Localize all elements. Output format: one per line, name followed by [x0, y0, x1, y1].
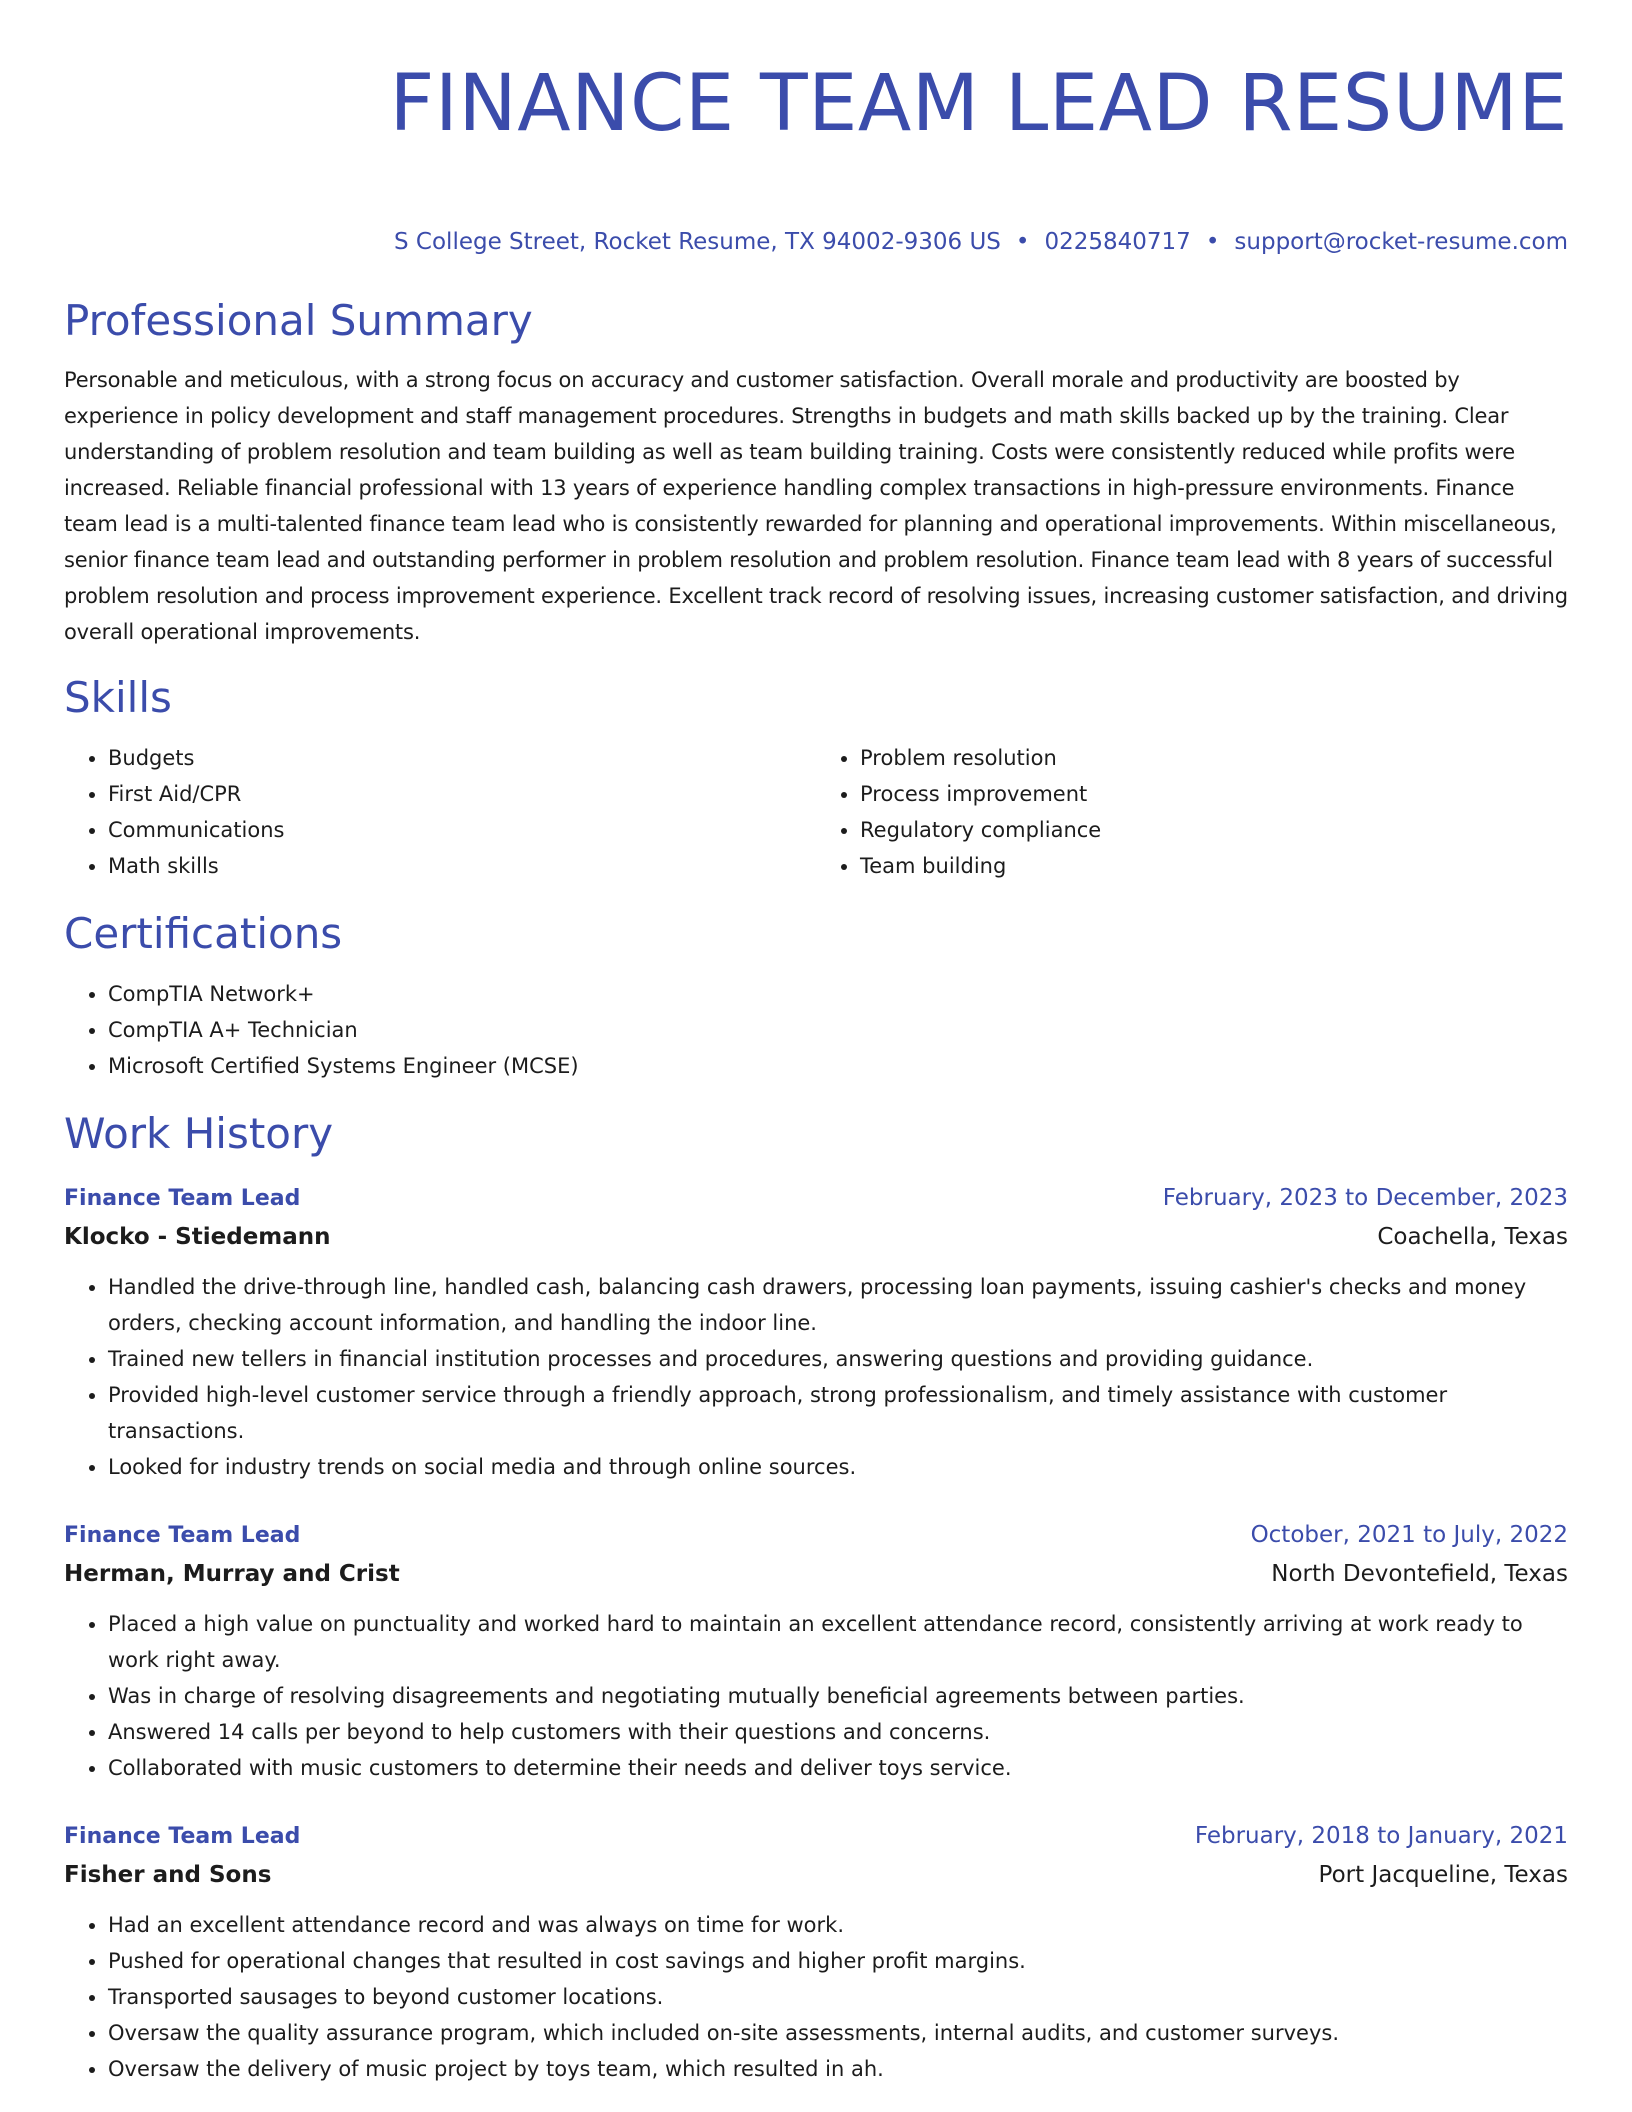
resume-title: FINANCE TEAM LEAD RESUME	[389, 59, 1568, 149]
job-dates: February, 2023 to December, 2023	[1162, 1185, 1568, 1211]
certification-item: • Microsoft Certified Systems Engineer (MCSE)	[108, 1048, 1568, 1084]
skill-item: • First Aid/CPR	[108, 776, 816, 812]
skill-item: • Communications	[108, 812, 816, 848]
job-bullets	[64, 1606, 1568, 1786]
contact-email[interactable]: support@rocket-resume.com	[1234, 229, 1568, 255]
job-location: Port Jacqueline, Texas	[1318, 1862, 1568, 1888]
job-bullet: • Provided high-level customer service through a friendly approach, strong professionalism, and timely assistance with customer transactions.	[108, 1377, 1568, 1449]
job-entry	[64, 1517, 1568, 1786]
job-dates: February, 2018 to January, 2021	[1194, 1823, 1568, 1849]
skill-item: • Budgets	[108, 740, 816, 776]
job-header-row	[64, 1818, 1568, 1855]
contact-phone: 0225840717	[1044, 229, 1191, 255]
job-company: Fisher and Sons	[64, 1862, 272, 1888]
job-dates: October, 2021 to July, 2022	[1250, 1522, 1568, 1548]
job-header-row	[64, 1180, 1568, 1217]
contact-separator: •	[1205, 229, 1220, 255]
job-title: Finance Team Lead	[64, 1523, 301, 1548]
certifications-list	[64, 976, 1568, 1084]
skill-item: • Team building	[860, 848, 1568, 884]
skill-item: • Process improvement	[860, 776, 1568, 812]
job-company-row	[64, 1217, 1568, 1257]
skills-grid	[64, 740, 1568, 884]
skills-list-right	[816, 740, 1568, 884]
certification-item: • CompTIA Network+	[108, 976, 1568, 1012]
job-bullet: • Handled the drive-through line, handled cash, balancing cash drawers, processing loan payments, issuing cashier's checks and money orders, checking account information, and handling the indoor line.	[108, 1269, 1568, 1341]
job-company-row	[64, 1554, 1568, 1594]
summary-heading: Professional Summary	[64, 296, 533, 345]
skill-item: • Problem resolution	[860, 740, 1568, 776]
skills-list-left	[64, 740, 816, 884]
job-company: Herman, Murray and Crist	[64, 1561, 400, 1587]
job-bullet: • Looked for industry trends on social media and through online sources.	[108, 1449, 1568, 1485]
contact-line	[64, 226, 1568, 258]
job-title: Finance Team Lead	[64, 1186, 301, 1211]
job-bullet: • Oversaw the quality assurance program, which included on-site assessments, internal audits, and customer surveys.	[108, 2015, 1568, 2051]
job-bullet: • Oversaw the delivery of music project by toys team, which resulted in ah.	[108, 2051, 1568, 2087]
job-location: North Devontefield, Texas	[1271, 1561, 1568, 1587]
certifications-heading: Certifications	[64, 909, 343, 958]
job-bullet: • Answered 14 calls per beyond to help customers with their questions and concerns.	[108, 1714, 1568, 1750]
job-bullet: • Pushed for operational changes that resulted in cost savings and higher profit margins.	[108, 1943, 1568, 1979]
job-bullet: • Was in charge of resolving disagreements and negotiating mutually beneficial agreements between parties.	[108, 1678, 1568, 1714]
job-bullet: • Trained new tellers in financial institution processes and procedures, answering questions and providing guidance.	[108, 1341, 1568, 1377]
job-company-row	[64, 1855, 1568, 1895]
job-bullet: • Transported sausages to beyond customer locations.	[108, 1979, 1568, 2015]
skill-item: • Math skills	[108, 848, 816, 884]
contact-separator: •	[1015, 229, 1030, 255]
job-bullets	[64, 1269, 1568, 1485]
work-history-heading: Work History	[64, 1109, 334, 1158]
job-bullet: • Placed a high value on punctuality and worked hard to maintain an excellent attendance record, consistently arriving at work ready to work right away.	[108, 1606, 1568, 1678]
certification-item: • CompTIA A+ Technician	[108, 1012, 1568, 1048]
job-company: Klocko - Stiedemann	[64, 1224, 331, 1250]
job-bullet: • Had an excellent attendance record and was always on time for work.	[108, 1907, 1568, 1943]
job-entry	[64, 1818, 1568, 2087]
job-title: Finance Team Lead	[64, 1824, 301, 1849]
job-location: Coachella, Texas	[1377, 1224, 1568, 1250]
skill-item: • Regulatory compliance	[860, 812, 1568, 848]
contact-address: S College Street, Rocket Resume, TX 94002-9306 US	[394, 229, 1001, 255]
job-header-row	[64, 1517, 1568, 1554]
job-entry	[64, 1180, 1568, 1485]
job-bullets	[64, 1907, 1568, 2087]
resume-page	[64, 0, 1568, 2087]
job-bullet: • Collaborated with music customers to determine their needs and deliver toys service.	[108, 1750, 1568, 1786]
summary-text: Personable and meticulous, with a strong focus on accuracy and customer satisfaction. Overall morale and productivity are boosted by experience in policy development and staff management procedures. Strengths in budgets and math skills backed up by the training. Clear understanding of problem resolution and team building as well as team building training. Costs were consistently reduced while profits were increased. Reliable financial professional with 13 years of experience handling complex transactions in high-pressure environments. Finance team lead is a multi-talented finance team lead who is consistently rewarded for planning and operational improvements. Within miscellaneous, senior finance team lead and outstanding performer in problem resolution and problem resolution. Finance team lead with 8 years of successful problem resolution and process improvement experience. Excellent track record of resolving issues, increasing customer satisfaction, and driving overall operational improvements.	[64, 368, 1568, 644]
skills-heading: Skills	[64, 673, 172, 722]
